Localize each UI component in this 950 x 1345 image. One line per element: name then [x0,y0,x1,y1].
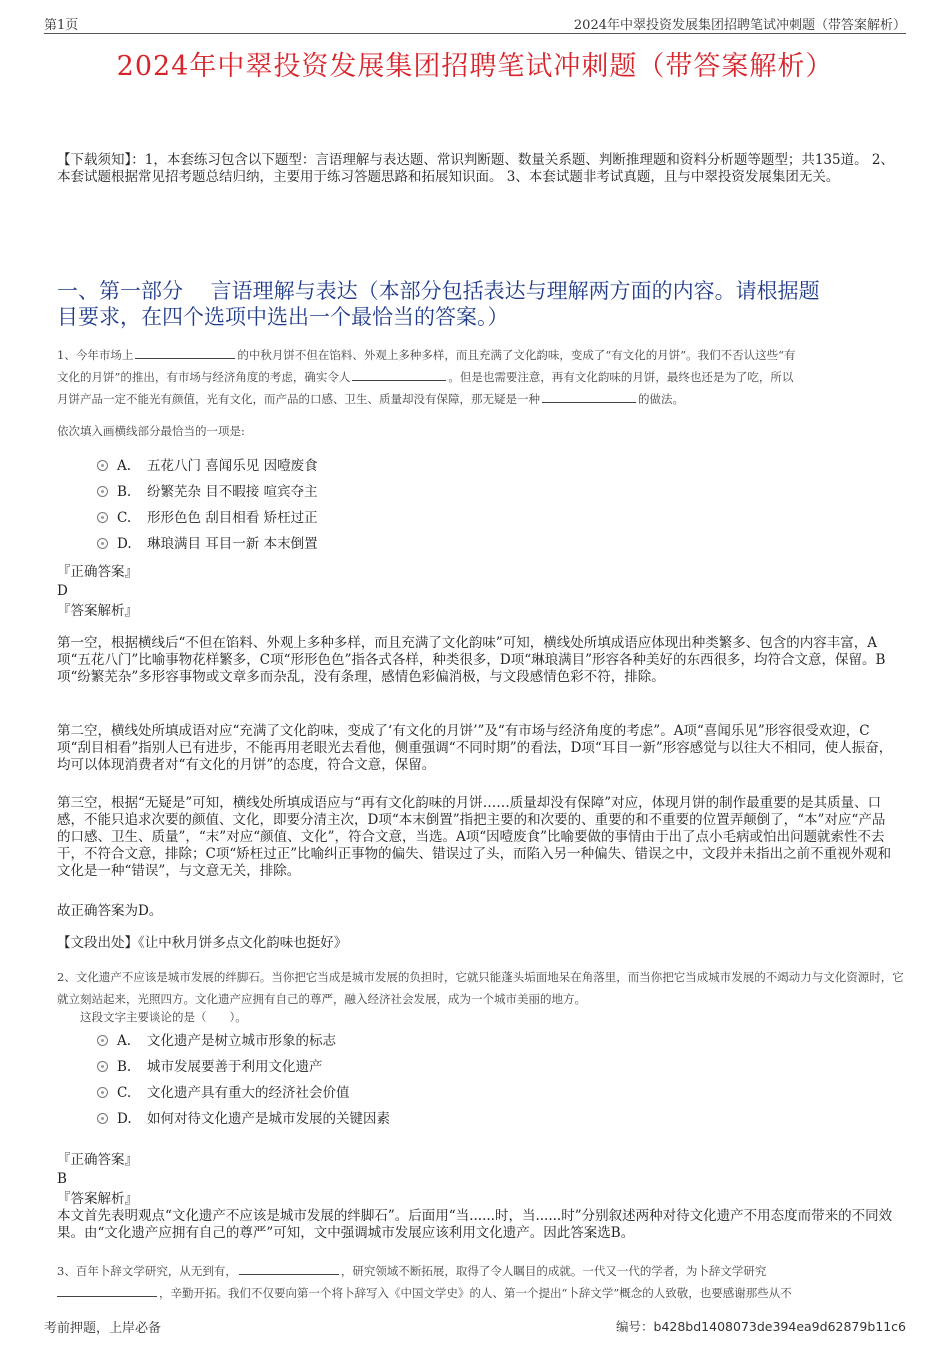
radio-icon[interactable] [97,1061,108,1072]
option-a[interactable] [97,457,318,475]
q1-stem-text: 的做法。 [638,392,684,406]
radio-icon[interactable] [97,460,108,471]
q3-stem-text: ，辛勤开拓。我们不仅要向第一个将卜辞写入《中国文学史》的人、第一个提出“卜辞文学”概念的人致敬，也要感谢那些从不 [159,1286,792,1300]
option-d[interactable] [97,1110,390,1128]
fill-blank [352,368,446,381]
question-2-stem: 2、文化遗产不应该是城市发展的绊脚石。当你把它当成是城市发展的负担时，它就只能蓬头垢面地呆在角落里，而当你把它当成城市发展的不竭动力与文化资源时，它就立刻站起来，光照四方。文化遗产应拥有自己的尊严，融入经济社会发展，成为一个城市美丽的地方。 [57,970,904,1006]
section-heading-line2: 目要求，在四个选项中选出一个最恰当的答案。） [57,305,509,329]
option-text: 琳琅满目 耳目一新 本末倒置 [147,536,318,552]
section-heading-line1: 一、第一部分 言语理解与表达（本部分包括表达与理解两方面的内容。请根据题 [57,279,820,303]
option-key: C. [117,1085,132,1101]
option-text: 形形色色 刮目相看 矫枉过正 [147,510,318,526]
option-text: 如何对待文化遗产是城市发展的关键因素 [147,1111,390,1127]
footer-slogan: 考前押题，上岸必备 [44,1321,162,1336]
header-doc-title: 2024年中翠投资发展集团招聘笔试冲刺题（带答案解析） [573,18,906,33]
section-heading [57,278,902,330]
question-1-stem [57,344,907,410]
analysis-paragraph: 本文首先表明观点“文化遗产不应该是城市发展的绊脚石”。后面用“当......时，当......时”分别叙述两种对待文化遗产不用态度而带来的不同效果。由“文化遗产应拥有自己的尊严”可知，文中强调城市发展应该利用文化遗产。因此答案选B。 [57,1208,893,1241]
option-d[interactable] [97,535,318,553]
answer-value: D [57,583,68,599]
radio-icon[interactable] [97,1087,108,1098]
option-c[interactable] [97,1084,390,1102]
radio-icon[interactable] [97,512,108,523]
download-notice: 【下载须知】：1，本套练习包含以下题型：言语理解与表达题、常识判断题、数量关系题、判断推理题和资料分析题等题型；共135道。 2、本套试题根据常见招考题总结归纳，主要用于练习答题思路和拓展知识面。 3、本套试题非考试真题，且与中翠投资发展集团无关。 [57,152,894,185]
answer-value: B [57,1171,67,1187]
header-rule [44,33,906,34]
question-2-options [97,1032,390,1128]
q1-stem-text: 1、今年市场上 [57,348,134,362]
answer-label: 『正确答案』 [57,564,138,580]
text-source: 【文段出处】《让中秋月饼多点文化韵味也挺好》 [57,935,348,951]
analysis-paragraph-1: 第一空，根据横线后“不但在馅料、外观上多种多样，而且充满了文化韵味”可知，横线处所填成语应体现出种类繁多、包含的内容丰富，A项“五花八门”比喻事物花样繁多，C项“形形色色”指各式各样，种类很多，D项“琳琅满目”形容各种美好的东西很多，均符合文意，保留。B项“纷繁芜杂”多形容事物或文章多而杂乱，没有条理，感情色彩偏消极，与文段感情色彩不符，排除。 [57,635,886,685]
radio-icon[interactable] [97,1035,108,1046]
analysis-conclusion: 故正确答案为D。 [57,903,163,919]
q1-stem-text: 文化的月饼”的推出，有市场与经济角度的考虑，确实令人 [57,370,351,384]
analysis-label: 『答案解析』 [57,1191,138,1207]
option-key: B. [117,1059,132,1075]
option-text: 文化遗产是树立城市形象的标志 [147,1033,336,1049]
option-key: B. [117,484,132,500]
question-2-prompt: 这段文字主要谈论的是（ ）。 [80,1010,247,1024]
page-title: 2024年中翠投资发展集团招聘笔试冲刺题（带答案解析） [116,51,834,82]
radio-icon[interactable] [97,538,108,549]
option-text: 城市发展要善于利用文化遗产 [147,1059,323,1075]
option-key: D. [117,536,132,552]
q1-stem-text: 。但是也需要注意，再有文化韵味的月饼，最终也还是为了吃，所以 [448,370,794,384]
answer-label: 『正确答案』 [57,1152,138,1168]
fill-blank [542,390,636,403]
radio-icon[interactable] [97,1113,108,1124]
fill-blank [135,346,235,359]
analysis-paragraph-2: 第二空，横线处所填成语对应“充满了文化韵味，变成了‘有文化的月饼’”及“有市场与经济角度的考虑”。A项“喜闻乐见”形容很受欢迎，C项“刮目相看”指别人已有进步，不能再用老眼光去看他，侧重强调“不同时期”的看法，D项“耳目一新”形容感觉与以往大不相同，使人振奋，均可以体现消费者对“有文化的月饼”的态度，符合文意，保留。 [57,723,893,773]
q1-stem-text: 的中秋月饼不但在馅料、外观上多种多样，而且充满了文化韵味，变成了“有文化的月饼”。我们不否认这些“有 [237,348,796,362]
option-b[interactable] [97,483,318,501]
analysis-label: 『答案解析』 [57,603,138,619]
option-a[interactable] [97,1032,390,1050]
fill-blank [239,1262,339,1275]
option-key: D. [117,1111,132,1127]
question-3-stem [57,1260,907,1304]
footer-doc-id: 编号：b428bd1408073de394ea9d62879b11c6 [616,1319,906,1334]
option-key: C. [117,510,132,526]
option-text: 五花八门 喜闻乐见 因噎废食 [147,458,318,474]
q3-stem-text: 3、百年卜辞文学研究，从无到有， [57,1264,237,1278]
q1-stem-text: 月饼产品一定不能光有颜值，光有文化，而产品的口感、卫生、质量却没有保障，那无疑是一种 [57,392,540,406]
page-number: 第1页 [44,18,79,33]
option-c[interactable] [97,509,318,527]
option-b[interactable] [97,1058,390,1076]
question-1-options [97,457,318,553]
option-text: 文化遗产具有重大的经济社会价值 [147,1085,350,1101]
fill-blank [57,1284,157,1297]
question-1-prompt: 依次填入画横线部分最恰当的一项是: [57,424,245,438]
option-text: 纷繁芜杂 目不暇接 喧宾夺主 [147,484,318,500]
option-key: A. [117,458,132,474]
q3-stem-text: ，研究领域不断拓展，取得了令人瞩目的成就。一代又一代的学者，为卜辞文学研究 [340,1264,767,1278]
option-key: A. [117,1033,132,1049]
radio-icon[interactable] [97,486,108,497]
analysis-paragraph-3: 第三空，根据“无疑是”可知，横线处所填成语应与“再有文化韵味的月饼……质量却没有保障”对应，体现月饼的制作最重要的是其质量、口感，不能只追求次要的颜值、文化，即要分清主次，D项“本末倒置”指把主要的和次要的、重要的和不重要的位置弄颠倒了，“本”对应“产品的口感、卫生、质量”，“末”对应“颜值、文化”，符合文意，当选。A项“因噎废食”比喻要做的事情由于出了点小毛病或怕出问题就索性不去干，不符合文意，排除；C项“矫枉过正”比喻纠正事物的偏失、错误过了头，而陷入另一种偏失、错误之中，文段并未指出之前不重视外观和文化是一种“错误”，与文意无关，排除。 [57,795,892,879]
